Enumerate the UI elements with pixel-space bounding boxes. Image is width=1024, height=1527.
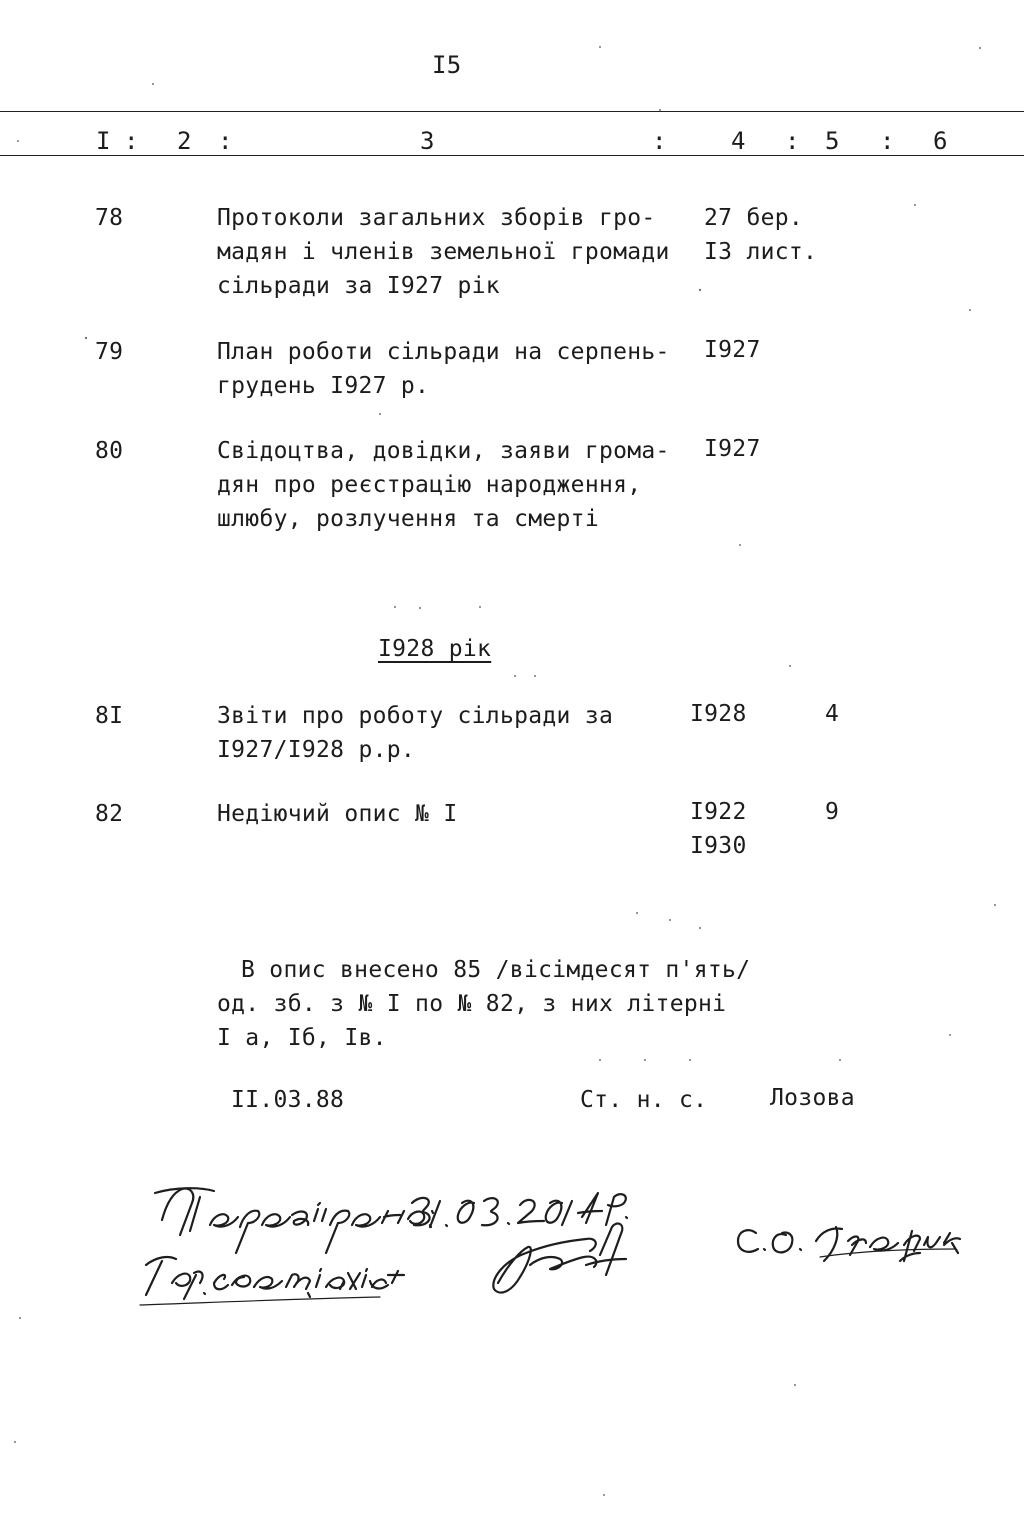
description-line: мадян і членів земельної громади bbox=[217, 239, 670, 265]
col-2-label: 2 bbox=[177, 127, 192, 155]
col-1-label: I bbox=[96, 127, 111, 155]
description-line: План роботи сільради на серпень- bbox=[217, 339, 670, 365]
summary-line: В опис внесено 85 /вісімдесят п'ять/ bbox=[241, 957, 751, 983]
row-number: 80 bbox=[95, 438, 124, 464]
col-4-sep: : bbox=[785, 127, 800, 155]
col-4-label: 4 bbox=[731, 127, 746, 155]
description-line: Свідоцтва, довідки, заяви грома- bbox=[217, 438, 670, 464]
col-5-label: 5 bbox=[825, 127, 840, 155]
row-number: 8I bbox=[95, 703, 124, 729]
col-5-sep: : bbox=[880, 127, 895, 155]
description-line: Протоколи загальних зборів гро- bbox=[217, 205, 656, 231]
description-line: Недіючий опис № I bbox=[217, 801, 458, 827]
page-number: I5 bbox=[432, 51, 462, 79]
description-line: Звіти про роботу сільради за bbox=[217, 703, 614, 729]
description-line: сільради за I927 рік bbox=[217, 273, 500, 299]
date-line: I927 bbox=[704, 337, 761, 363]
footer-position: Ст. н. с. bbox=[580, 1087, 708, 1113]
col-3-label: 3 bbox=[420, 127, 435, 155]
footer-date: II.03.88 bbox=[231, 1087, 345, 1113]
description-line: I927/I928 р.р. bbox=[217, 737, 416, 763]
date-line: I3 лист. bbox=[704, 239, 818, 265]
description-line: шлюбу, розлучення та смерті bbox=[217, 506, 599, 532]
date-line: I922 bbox=[690, 799, 747, 825]
description-line: дян про реєстрацію народження, bbox=[217, 472, 642, 498]
summary-line: од. зб. з № I по № 82, з них літерні bbox=[217, 991, 727, 1017]
footer-name: Лозова bbox=[770, 1085, 855, 1111]
row-number: 79 bbox=[95, 339, 124, 365]
row-number: 82 bbox=[95, 801, 124, 827]
summary-line: I а, Iб, Iв. bbox=[217, 1025, 387, 1051]
col-2-sep: : bbox=[218, 127, 233, 155]
col-6-label: 6 bbox=[933, 127, 948, 155]
year-heading: I928 рік bbox=[378, 636, 492, 662]
col-3-sep: : bbox=[652, 127, 667, 155]
col-1-sep: : bbox=[124, 127, 139, 155]
row-count: 4 bbox=[825, 701, 840, 727]
date-line: I928 bbox=[690, 701, 747, 727]
row-number: 78 bbox=[95, 205, 124, 231]
date-line: I930 bbox=[690, 833, 747, 859]
row-count: 9 bbox=[825, 799, 840, 825]
date-line: 27 бер. bbox=[704, 205, 804, 231]
date-line: I927 bbox=[704, 436, 761, 462]
description-line: грудень I927 р. bbox=[217, 373, 430, 399]
